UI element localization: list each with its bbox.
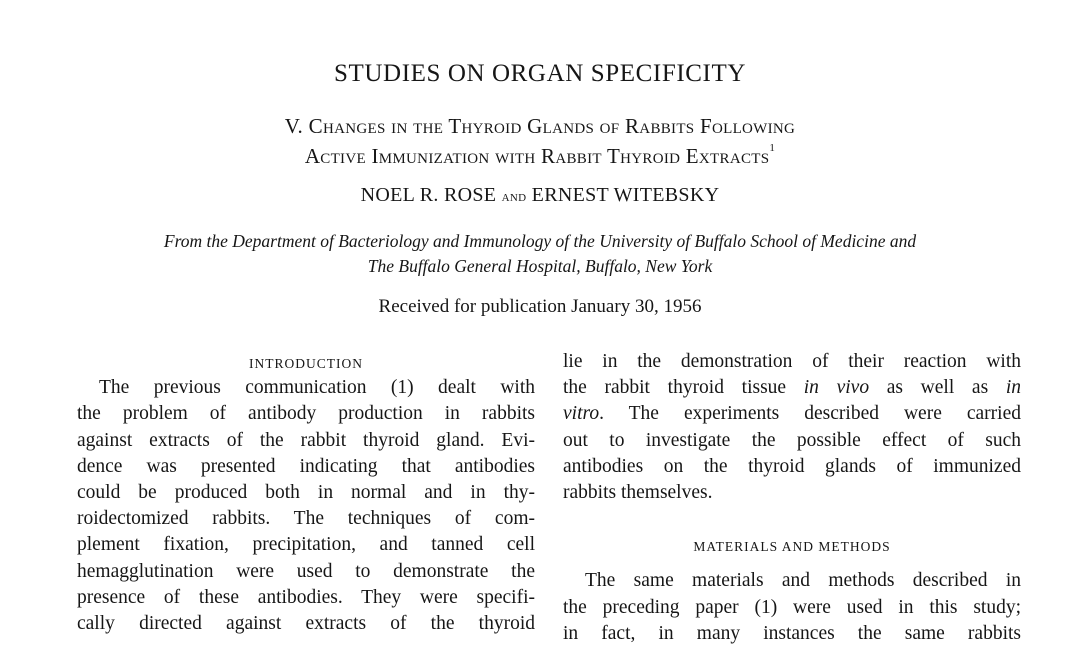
affiliation-line-1: From the Department of Bacteriology and Immunology of the University of Buffalo School of Medicine and bbox=[163, 231, 917, 251]
author-conjunction: and bbox=[501, 188, 527, 205]
body-line: out to investigate the possible effect of such bbox=[563, 429, 1021, 451]
methods-heading: MATERIALS AND METHODS bbox=[693, 539, 891, 555]
body-line: the preceding paper (1) were used in this study; bbox=[563, 596, 1021, 618]
italic-vitro: vitro bbox=[563, 403, 600, 425]
section-gap bbox=[563, 558, 1021, 568]
footnote-marker: 1 bbox=[769, 142, 776, 154]
body-line: lie in the demonstration of their reaction with bbox=[563, 351, 1021, 372]
subtitle-text-2: Active Immunization with Rabbit Thyroid Extracts bbox=[304, 144, 770, 168]
body-line: presence of these antibodies. They were specifi- bbox=[77, 586, 535, 608]
body-line: dence was presented indicating that antibodies bbox=[77, 455, 535, 477]
body-line: rabbits themselves. bbox=[563, 481, 713, 503]
body-line: the problem of antibody production in rabbits bbox=[77, 403, 535, 425]
italic-in: in bbox=[1005, 377, 1021, 399]
body-line: The same materials and methods described in bbox=[585, 570, 1021, 592]
right-column bbox=[563, 349, 1021, 647]
body-line: antibodies on the thyroid glands of immunized bbox=[563, 455, 1021, 477]
received-date: Received for publication January 30, 1956 bbox=[378, 296, 702, 317]
affiliation-line-2: The Buffalo General Hospital, Buffalo, New York bbox=[367, 256, 713, 276]
paper-subtitle-line-2 bbox=[0, 144, 1080, 169]
italic-in-vivo: in vivo bbox=[803, 377, 870, 399]
text-run: as well as bbox=[869, 377, 1006, 399]
body-line: plement fixation, precipitation, and tanned cell bbox=[77, 534, 535, 556]
body-line: hemagglutination were used to demonstrate the bbox=[77, 560, 535, 582]
body-line: The previous communication (1) dealt with bbox=[99, 377, 535, 399]
body-line bbox=[563, 375, 1021, 401]
author-witebsky: ERNEST WITEBSKY bbox=[531, 184, 720, 206]
paper-title: STUDIES ON ORGAN SPECIFICITY bbox=[334, 60, 746, 87]
body-line: could be produced both in normal and in thy- bbox=[77, 481, 535, 503]
left-column bbox=[77, 349, 535, 637]
text-run: . The experiments described were carried bbox=[599, 403, 1021, 425]
paper-subtitle-line-1 bbox=[0, 114, 1080, 139]
body-line: roidectomized rabbits. The techniques of com- bbox=[77, 508, 535, 530]
author-rose: NOEL R. ROSE bbox=[360, 184, 497, 206]
introduction-heading: INTRODUCTION bbox=[249, 356, 363, 371]
text-run: the rabbit thyroid tissue bbox=[563, 377, 804, 399]
subtitle-text-1: V. Changes in the Thyroid Glands of Rabbits Following bbox=[284, 114, 796, 138]
body-line bbox=[563, 401, 1021, 427]
body-line: against extracts of the rabbit thyroid gland. Evi- bbox=[77, 429, 535, 451]
body-line: cally directed against extracts of the thyroid bbox=[77, 612, 535, 634]
body-line: in fact, in many instances the same rabbits bbox=[563, 622, 1021, 644]
section-gap bbox=[563, 506, 1021, 532]
author-list bbox=[0, 184, 1080, 207]
